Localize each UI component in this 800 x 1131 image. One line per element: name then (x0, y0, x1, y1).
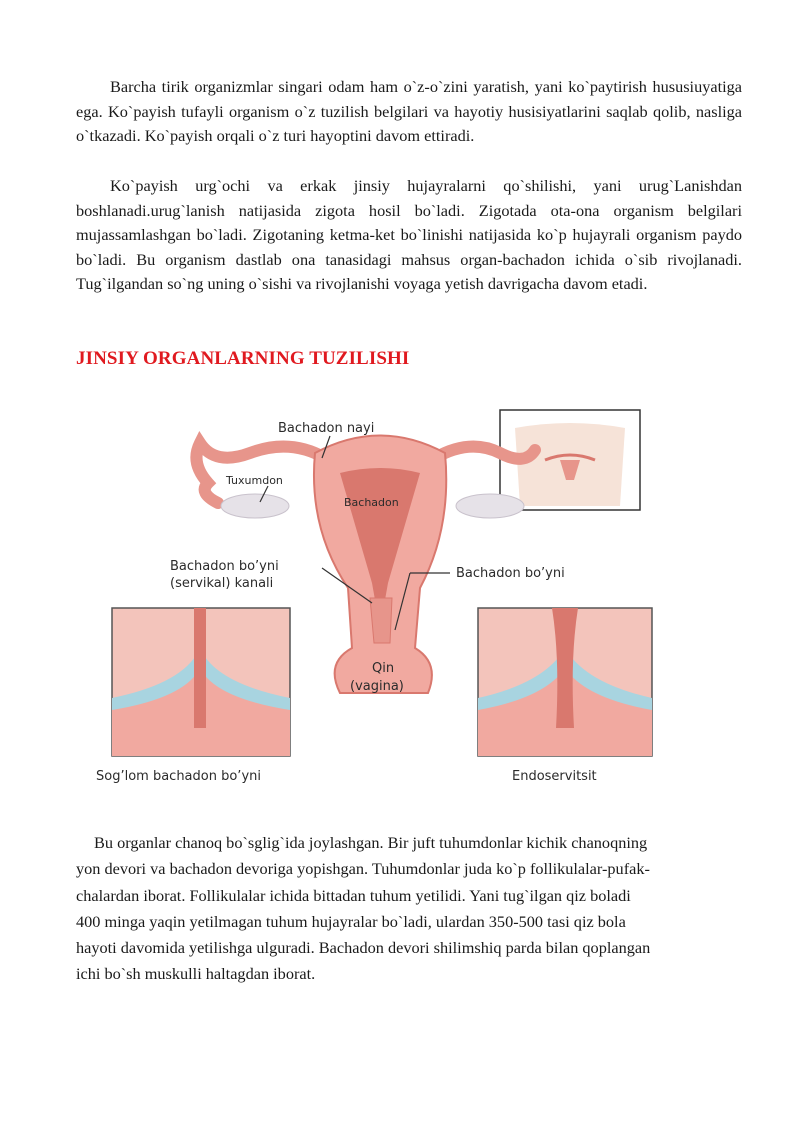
label-cervix: Bachadon bo’yni (456, 566, 565, 581)
label-endocervicitis: Endoservitsit (512, 769, 597, 784)
section-heading: JINSIY ORGANLARNING TUZILISHI (76, 348, 410, 369)
body-line: yon devori va bachadon devoriga yopishgan. Tuhumdonlar juda ko`p follikulalar-pufak- (76, 859, 650, 879)
anatomy-figure (90, 398, 730, 798)
label-cervical-canal-line2: (servikal) kanali (170, 576, 274, 591)
body-paragraph (76, 830, 742, 988)
body-line: ichi bo`sh muskulli haltagdan iborat. (76, 964, 316, 984)
label-uterus: Bachadon (344, 496, 399, 509)
body-line: 400 minga yaqin yetilmagan tuhum hujayralar bo`ladi, ulardan 350-500 tasi qiz bola (76, 911, 626, 931)
label-healthy-cervix: Sog’lom bachadon bo’yni (96, 769, 261, 784)
label-ovary: Tuxumdon (226, 474, 283, 487)
body-line: Bu organlar chanoq bo`sglig`ida joylashgan. Bir juft tuhumdonlar kichik chanoqning (94, 833, 648, 852)
body-line: chalardan iborat. Follikulalar ichida bittadan tuhum yetilidi. Yani tug`ilgan qiz boladi (76, 885, 631, 905)
label-fallopian-tube: Bachadon nayi (278, 421, 375, 436)
label-vagina-line1: Qin (372, 661, 395, 676)
body-line: hayoti davomida yetilishga ulguradi. Bachadon devori shilimshiq parda bilan qoplangan (76, 938, 651, 958)
intro-paragraph-1: Barcha tirik organizmlar singari odam ham o`z-o`zini yaratish, yani ko`paytirish hususiuyatiga ega. Ko`payish tufayli organism o`z tuzilish belgilari va hayotiy husisiyatlarini saqlab qolib, nasliga o`tkazadi. Ko`payish orqali o`z turi hayoptini davom ettiradi. (76, 77, 742, 146)
healthy-cervix-inset (112, 608, 290, 756)
label-vagina-line2: (vagina) (350, 679, 404, 694)
endocervicitis-inset (478, 608, 652, 756)
intro-paragraph-2: Ko`payish urg`ochi va erkak jinsiy hujayralarni qo`shilishi, yani urug`Lanishdan boshlanadi.urug`lanish natijasida zigota hosil bo`ladi. Zigotada ota-ona organism belgilari mujassamlashgan bo`ladi. Zigotaning ketma-ket bo`linishi natijasida ko`p hujayrali organism paydo bo`ladi. Bu organism dastlab ona tanasidagi mahsus organ-bachadon ichida o`sib rivojlanadi. Tug`ilgandan so`ng uning o`sishi va rivojlanishi voyaga yetish davrigacha davom etadi. (76, 176, 742, 294)
label-cervical-canal-line1: Bachadon bo’yni (170, 559, 279, 574)
